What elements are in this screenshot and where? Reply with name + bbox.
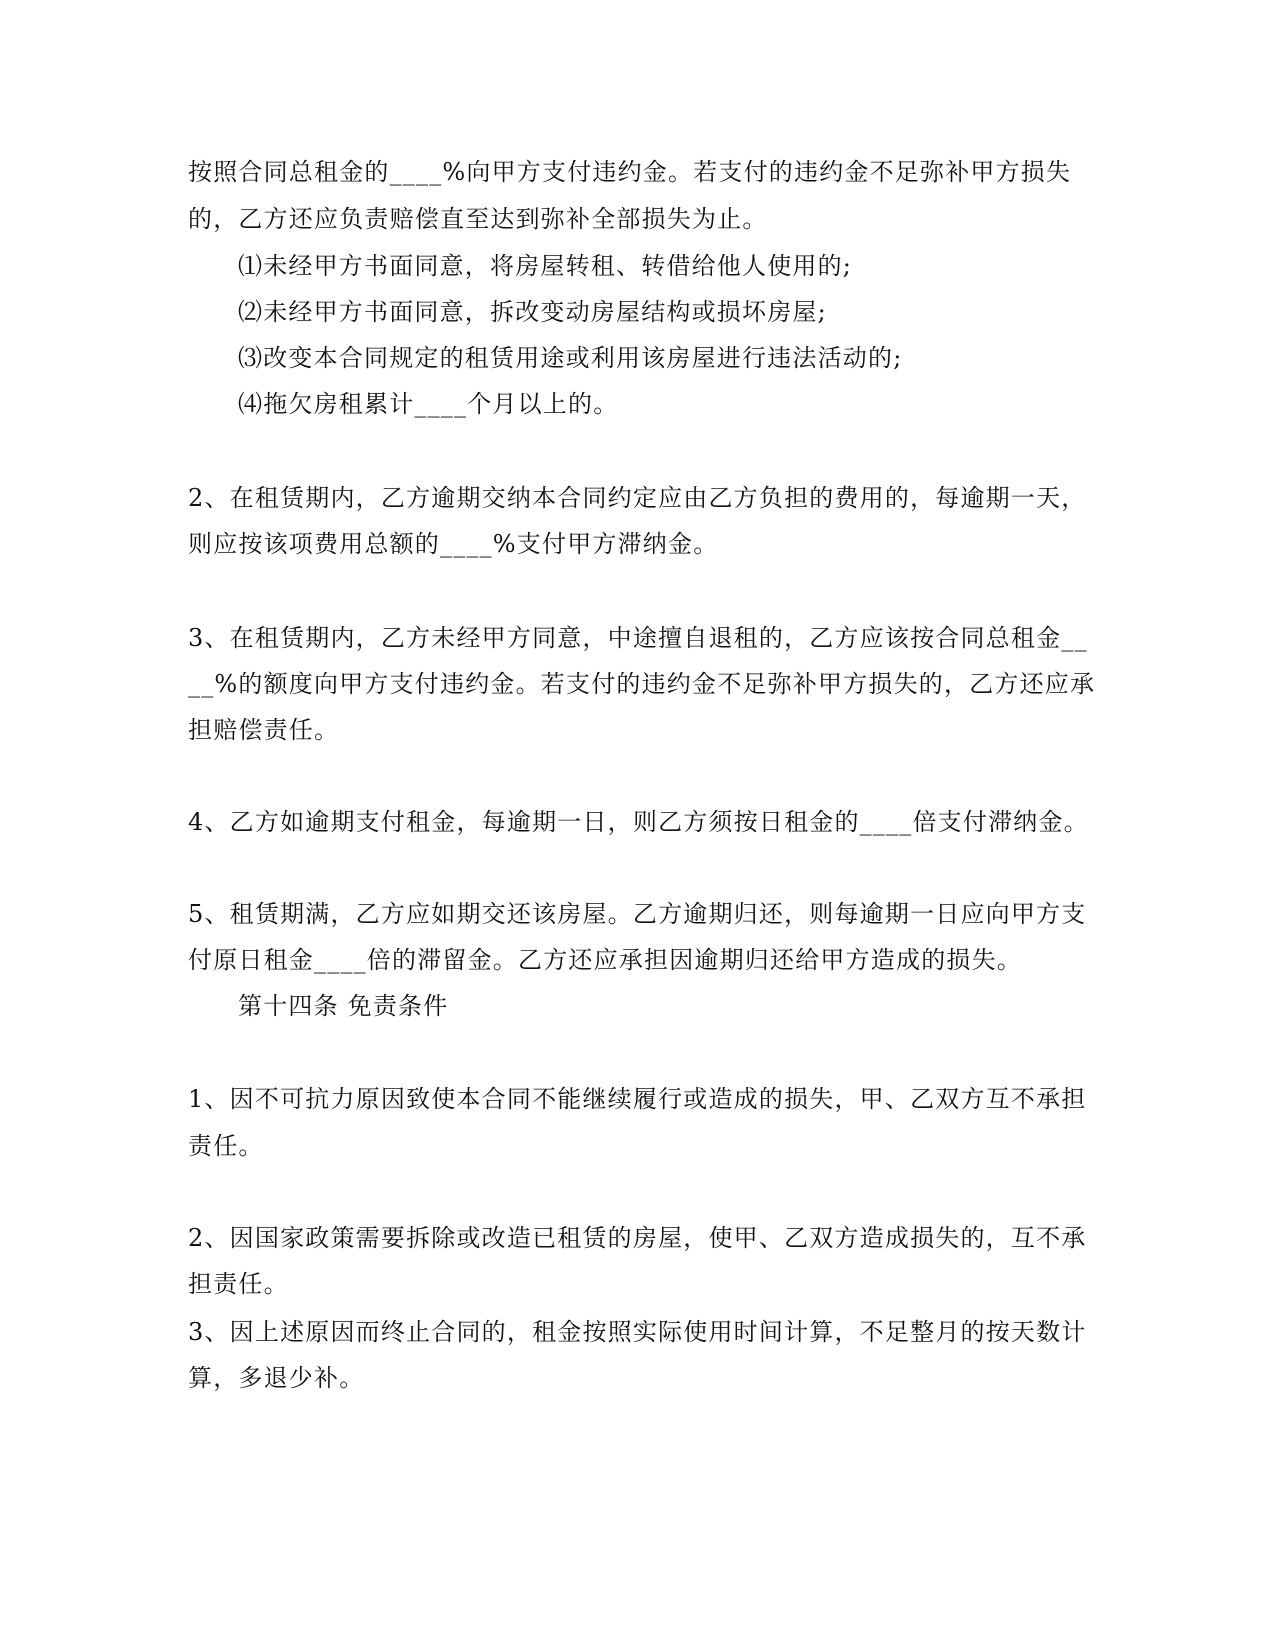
list-item: ⑵未经甲方书面同意，拆改变动房屋结构或损坏房屋;	[238, 298, 827, 326]
exemption-2-line: 2、因国家政策需要拆除或改造已租赁的房屋，使甲、乙双方造成损失的，互不承	[188, 1224, 1087, 1252]
exemption-3-line: 3、因上述原因而终止合同的，租金按照实际使用时间计算，不足整月的按天数计	[188, 1318, 1087, 1346]
clause-5-line: 付原日租金____倍的滞留金。乙方还应承担因逾期归还给甲方造成的损失。	[188, 946, 1022, 974]
clause-4-line: 4、乙方如逾期支付租金，每逾期一日，则乙方须按日租金的____倍支付滞纳金。	[188, 808, 1089, 836]
text-line: 按照合同总租金的____%向甲方支付违约金。若支付的违约金不足弥补甲方损失	[188, 158, 1072, 186]
clause-2-line: 则应按该项费用总额的____%支付甲方滞纳金。	[188, 530, 719, 558]
exemption-1-line: 1、因不可抗力原因致使本合同不能继续履行或造成的损失，甲、乙双方互不承担	[188, 1085, 1087, 1113]
list-item: ⑶改变本合同规定的租赁用途或利用该房屋进行违法活动的;	[238, 344, 903, 372]
exemption-1-line: 责任。	[188, 1132, 264, 1160]
text-line: 的，乙方还应负责赔偿直至达到弥补全部损失为止。	[188, 205, 768, 233]
clause-2-line: 2、在租赁期内，乙方逾期交纳本合同约定应由乙方负担的费用的，每逾期一天，	[188, 484, 1087, 512]
clause-5-line: 5、租赁期满，乙方应如期交还该房屋。乙方逾期归还，则每逾期一日应向甲方支	[188, 900, 1087, 928]
exemption-2-line: 担责任。	[188, 1270, 289, 1298]
clause-3-line: 担赔偿责任。	[188, 716, 340, 744]
clause-3-line: 3、在租赁期内，乙方未经甲方同意，中途擅自退租的，乙方应该按合同总租金__	[188, 624, 1088, 652]
clause-3-line: __%的额度向甲方支付违约金。若支付的违约金不足弥补甲方损失的，乙方还应承	[188, 670, 1096, 698]
list-item: ⑴未经甲方书面同意，将房屋转租、转借给他人使用的;	[238, 252, 853, 280]
exemption-3-line: 算，多退少补。	[188, 1364, 365, 1392]
section-heading: 第十四条 免责条件	[238, 992, 449, 1020]
list-item: ⑷拖欠房租累计____个月以上的。	[238, 390, 619, 418]
